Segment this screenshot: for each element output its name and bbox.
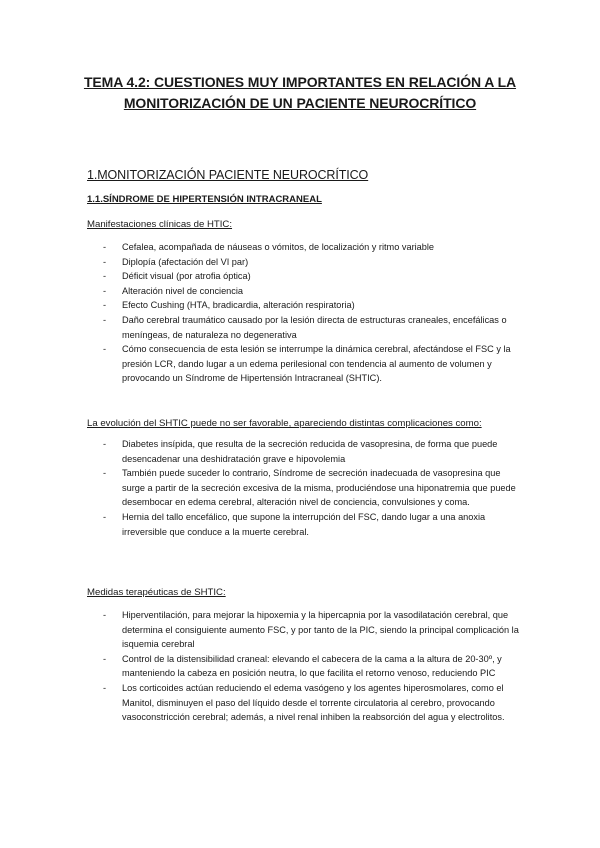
list-item: - Control de la distensibilidad craneal: elevando el cabecera de la cama a la altura de 20-30º, y manteniendo la cabeza en posición neutra, lo que facilita el retorno venoso, reduciendo PIC (103, 652, 523, 681)
manifestations-label: Manifestaciones clínicas de HTIC: (87, 219, 233, 230)
list-item: - Efecto Cushing (HTA, bradicardia, alteración respiratoria) (103, 298, 523, 313)
treatment-list (103, 608, 523, 725)
title-line-2: MONITORIZACIÓN DE UN PACIENTE NEUROCRÍTICO (123, 95, 477, 111)
list-item: - Hernia del tallo encefálico, que supone la interrupción del FSC, dando lugar a una anoxia irreversible que conduce a la muerte cerebral. (103, 510, 523, 539)
list-item: - Daño cerebral traumático causado por la lesión directa de estructuras craneales, encefálicas o meníngeas, de naturaleza no degenerativa (103, 313, 523, 342)
list-item: - Hiperventilación, para mejorar la hipoxemia y la hipercapnia por la vasodilatación cerebral, que determina el consiguiente aumento FSC, y por tanto de la PIC, siendo la principal complicación la isquemia cerebral (103, 608, 523, 652)
manifestations-list (103, 240, 523, 386)
subsection-heading: 1.1.SÍNDROME DE HIPERTENSIÓN INTRACRANEAL (87, 194, 322, 205)
list-item: - Diabetes insípida, que resulta de la secreción reducida de vasopresina, de forma que puede desencadenar una deshidratación grave e hipovolemia (103, 437, 523, 466)
document-title (60, 72, 540, 114)
list-item: - Los corticoides actúan reduciendo el edema vasógeno y los agentes hiperosmolares, como el Manitol, disminuyen el paso del líquido desde el torrente circulatoria al cerebro, provocando vasoconstricción cerebral; además, a nivel renal inhiben la reabsorción del agua y electrolitos. (103, 681, 523, 725)
list-item: - Déficit visual (por atrofia óptica) (103, 269, 523, 284)
treatment-label: Medidas terapéuticas de SHTIC: (87, 587, 226, 598)
section-heading: 1.MONITORIZACIÓN PACIENTE NEUROCRÍTICO (87, 168, 369, 182)
list-item: - Cómo consecuencia de esta lesión se interrumpe la dinámica cerebral, afectándose el FSC y la presión LCR, dando lugar a un edema perilesional con tendencia al aumento de volumen y provocando un Síndrome de Hipertensión Intracraneal (SHTIC). (103, 342, 523, 386)
list-item: - También puede suceder lo contrario, Síndrome de secreción inadecuada de vasopresina que surge a partir de la secreción excesiva de la misma, produciéndose una hiponatremia que puede desembocar en edema cerebral, alteración nivel de conciencia, convulsiones y coma. (103, 466, 523, 510)
list-item: - Diplopía (afectación del VI par) (103, 255, 523, 270)
list-item: - Alteración nivel de conciencia (103, 284, 523, 299)
title-line-1: TEMA 4.2: CUESTIONES MUY IMPORTANTES EN RELACIÓN A LA (83, 74, 517, 90)
evolution-list (103, 437, 523, 539)
list-item: - Cefalea, acompañada de náuseas o vómitos, de localización y ritmo variable (103, 240, 523, 255)
evolution-label: La evolución del SHTIC puede no ser favorable, apareciendo distintas complicaciones como: (87, 418, 482, 429)
